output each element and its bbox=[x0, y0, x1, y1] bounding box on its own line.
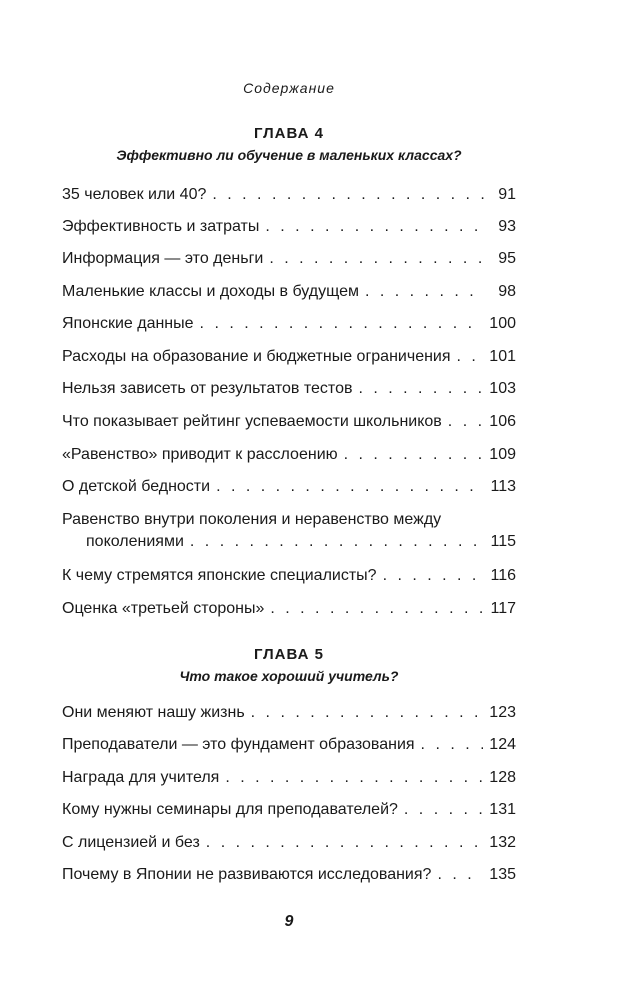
toc-entry[interactable] bbox=[62, 476, 516, 498]
toc-entry-page: 123 bbox=[489, 704, 516, 721]
toc-entry-title: Маленькие классы и доходы в будущем bbox=[62, 283, 359, 300]
toc-entry-page: 124 bbox=[489, 736, 516, 753]
dot-leader bbox=[437, 864, 483, 886]
dot-leader bbox=[344, 444, 484, 466]
toc-entry-title: Информация — это деньги bbox=[62, 250, 264, 267]
toc-entry[interactable] bbox=[62, 565, 516, 587]
toc-entry[interactable] bbox=[62, 216, 516, 238]
dot-leader bbox=[200, 313, 484, 335]
chapter-number: ГЛАВА 4 bbox=[254, 125, 324, 142]
dot-leader bbox=[225, 767, 483, 789]
toc-entry-title: Нельзя зависеть от результатов тестов bbox=[62, 380, 353, 397]
toc-entry-page: 98 bbox=[498, 283, 516, 300]
toc-entry[interactable] bbox=[62, 346, 516, 368]
toc-entry[interactable] bbox=[62, 702, 516, 724]
toc-entry-title: Преподаватели — это фундамент образования bbox=[62, 736, 415, 753]
toc-entry[interactable] bbox=[62, 509, 516, 553]
toc-entry-title: Равенство внутри поколения и неравенство между bbox=[62, 511, 442, 528]
chapter-number: ГЛАВА 5 bbox=[254, 646, 324, 663]
toc-entry-page: 106 bbox=[489, 413, 516, 430]
chapter-4-section bbox=[62, 124, 516, 617]
toc-entry-page: 131 bbox=[489, 801, 516, 818]
dot-leader bbox=[448, 411, 484, 433]
dot-leader bbox=[265, 216, 484, 238]
toc-entry[interactable] bbox=[62, 799, 516, 821]
toc-entry-title: Кому нужны семинары для преподавателей? bbox=[62, 801, 398, 818]
toc-entry-title: «Равенство» приводит к расслоению bbox=[62, 446, 338, 463]
toc-entry-page: 116 bbox=[490, 567, 516, 584]
toc-entry[interactable] bbox=[62, 832, 516, 854]
dot-leader bbox=[269, 248, 484, 270]
chapter-5-section bbox=[62, 645, 516, 883]
toc-entry-title: Что показывает рейтинг успеваемости школьников bbox=[62, 413, 442, 430]
dot-leader bbox=[404, 799, 483, 821]
chapter-heading bbox=[62, 124, 516, 166]
toc-entry-page: 132 bbox=[489, 834, 516, 851]
dot-leader bbox=[190, 531, 484, 553]
toc-entry-title: К чему стремятся японские специалисты? bbox=[62, 567, 377, 584]
chapter-title: Что такое хороший учитель? bbox=[179, 668, 399, 684]
toc-entry-title: С лицензией и без bbox=[62, 834, 200, 851]
toc-entry-title: Расходы на образование и бюджетные ограничения bbox=[62, 348, 451, 365]
toc-entry[interactable] bbox=[62, 864, 516, 886]
toc-entry-page: 101 bbox=[489, 348, 516, 365]
toc-entry-page: 95 bbox=[498, 250, 516, 267]
toc-entry-page: 100 bbox=[489, 315, 516, 332]
dot-leader bbox=[365, 281, 484, 303]
toc-entry-title-continued: поколениями bbox=[86, 533, 184, 550]
dot-leader bbox=[216, 476, 484, 498]
toc-entry-page: 91 bbox=[498, 186, 516, 203]
toc-entry-title: Японские данные bbox=[62, 315, 194, 332]
toc-entry[interactable] bbox=[62, 598, 516, 620]
page-number: 9 bbox=[284, 913, 294, 930]
toc-entry-title: Эффективность и затраты bbox=[62, 218, 260, 235]
toc-entry-page: 109 bbox=[489, 446, 516, 463]
toc-entry-page: 113 bbox=[490, 478, 516, 495]
dot-leader bbox=[251, 702, 484, 724]
toc-entry[interactable] bbox=[62, 444, 516, 466]
toc-entry[interactable] bbox=[62, 767, 516, 789]
chapter-heading bbox=[62, 645, 516, 687]
running-title: Содержание bbox=[243, 80, 335, 96]
dot-leader bbox=[457, 346, 484, 368]
toc-entry-title: Почему в Японии не развиваются исследования? bbox=[62, 866, 432, 883]
chapter-title: Эффективно ли обучение в маленьких классах? bbox=[116, 147, 462, 163]
toc-entry[interactable] bbox=[62, 378, 516, 400]
dot-leader bbox=[270, 598, 484, 620]
toc-entry-page: 93 bbox=[498, 218, 516, 235]
toc-entry-title: Награда для учителя bbox=[62, 769, 220, 786]
dot-leader bbox=[358, 378, 483, 400]
toc-entry-title: О детской бедности bbox=[62, 478, 211, 495]
toc-entry-title: 35 человек или 40? bbox=[62, 186, 207, 203]
toc-entry-title: Они меняют нашу жизнь bbox=[62, 704, 245, 721]
toc-entry-page: 117 bbox=[490, 600, 516, 617]
toc-entry[interactable] bbox=[62, 281, 516, 303]
toc-entry-page: 135 bbox=[489, 866, 516, 883]
toc-entry-page: 103 bbox=[489, 380, 516, 397]
dot-leader bbox=[421, 734, 484, 756]
dot-leader bbox=[212, 184, 484, 206]
toc-entry[interactable] bbox=[62, 184, 516, 206]
dot-leader bbox=[383, 565, 484, 587]
toc-entry[interactable] bbox=[62, 248, 516, 270]
dot-leader bbox=[206, 832, 484, 854]
toc-entry-page: 115 bbox=[490, 533, 516, 550]
toc-entry[interactable] bbox=[62, 313, 516, 335]
toc-entry-title: Оценка «третьей стороны» bbox=[62, 600, 265, 617]
toc-entry[interactable] bbox=[62, 734, 516, 756]
toc-entry[interactable] bbox=[62, 411, 516, 433]
toc-entry-page: 128 bbox=[489, 769, 516, 786]
